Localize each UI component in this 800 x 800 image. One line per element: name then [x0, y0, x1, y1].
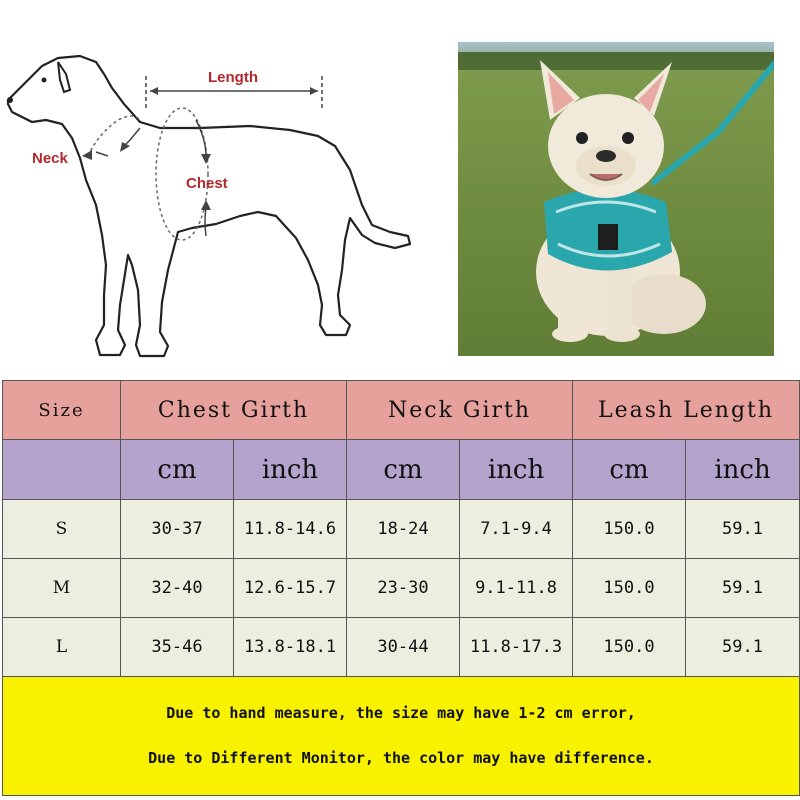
table-row: [3, 618, 800, 677]
size-chart-table: [2, 380, 800, 796]
leash-cm-value: 150.0: [573, 559, 686, 618]
unit-chest-inch: inch: [234, 440, 347, 500]
neck-label: Neck: [32, 150, 68, 167]
table-header-row: [3, 381, 800, 440]
chest-girth-header: Chest Girth: [121, 381, 347, 440]
neck-cm-value: 23-30: [347, 559, 460, 618]
leash-cm-value: 150.0: [573, 618, 686, 677]
dog-photo: [458, 42, 774, 356]
dog-measurement-diagram: [0, 40, 420, 370]
chest-inch-value: 11.8-14.6: [234, 500, 347, 559]
neck-cm-value: 18-24: [347, 500, 460, 559]
leash-length-header: Leash Length: [573, 381, 800, 440]
leash-cm-value: 150.0: [573, 500, 686, 559]
size-header: Size: [3, 381, 121, 440]
disclaimer-line-2: Due to Different Monitor, the color may have difference.: [148, 749, 654, 767]
table-row: [3, 559, 800, 618]
size-value: M: [3, 559, 121, 618]
unit-chest-cm: cm: [121, 440, 234, 500]
neck-inch-value: 9.1-11.8: [460, 559, 573, 618]
dog-outline-icon: [0, 40, 420, 370]
unit-leash-cm: cm: [573, 440, 686, 500]
size-value: L: [3, 618, 121, 677]
unit-blank-cell: [3, 440, 121, 500]
neck-girth-header: Neck Girth: [347, 381, 573, 440]
unit-neck-inch: inch: [460, 440, 573, 500]
neck-cm-value: 30-44: [347, 618, 460, 677]
table-row: [3, 500, 800, 559]
chest-inch-value: 12.6-15.7: [234, 559, 347, 618]
french-bulldog-photo-icon: [458, 42, 774, 356]
chest-inch-value: 13.8-18.1: [234, 618, 347, 677]
chest-cm-value: 35-46: [121, 618, 234, 677]
neck-inch-value: 11.8-17.3: [460, 618, 573, 677]
disclaimer-line-1: Due to hand measure, the size may have 1-2 cm error,: [166, 704, 636, 722]
length-label: Length: [208, 69, 258, 86]
chest-cm-value: 32-40: [121, 559, 234, 618]
disclaimer-note: [3, 677, 800, 796]
table-note-row: [3, 677, 800, 796]
table-unit-row: [3, 440, 800, 500]
unit-neck-cm: cm: [347, 440, 460, 500]
chest-cm-value: 30-37: [121, 500, 234, 559]
size-value: S: [3, 500, 121, 559]
leash-inch-value: 59.1: [686, 618, 800, 677]
leash-inch-value: 59.1: [686, 559, 800, 618]
neck-inch-value: 7.1-9.4: [460, 500, 573, 559]
unit-leash-inch: inch: [686, 440, 800, 500]
leash-inch-value: 59.1: [686, 500, 800, 559]
chest-label: Chest: [186, 175, 228, 192]
